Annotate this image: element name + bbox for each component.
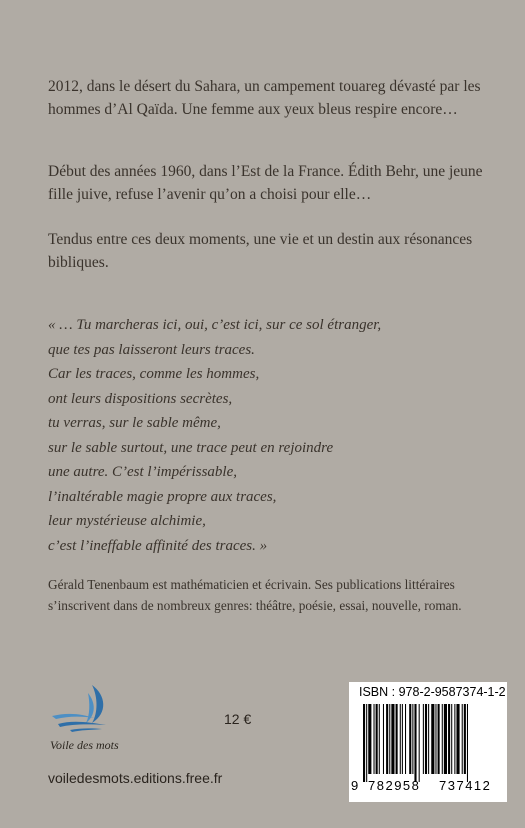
- publisher-website: voiledesmots.editions.free.fr: [48, 770, 223, 786]
- quote-line: ont leurs dispositions secrètes,: [48, 390, 233, 407]
- synopsis-paragraph-1: 2012, dans le désert du Sahara, un campement touareg dévasté par les hommes d’Al Qaïda. Une femme aux yeux bleus respire encore…: [48, 78, 481, 118]
- barcode-right-group: 737412: [439, 778, 492, 793]
- quote-line: c’est l’ineffable affinité des traces. »: [48, 537, 268, 554]
- quote-line: tu verras, sur le sable même,: [48, 415, 221, 431]
- quote-line: l’inaltérable magie propre aux traces,: [48, 488, 277, 505]
- excerpt-quote: [48, 313, 488, 558]
- quote-line: leur mystérieuse alchimie,: [48, 513, 206, 529]
- quote-line: une autre. C’est l’impérissable,: [48, 464, 238, 480]
- quote-line: Car les traces, comme les hommes,: [48, 366, 260, 382]
- price: 12 €: [224, 711, 252, 727]
- sail-logo-icon: [48, 683, 118, 733]
- author-bio: Gérald Tenenbaum est mathématicien et écrivain. Ses publications littéraires s’inscrivent dans de nombreux genres: théâtre, poésie, essai, nouvelle, roman.: [48, 577, 462, 613]
- quote-line: sur le sable surtout, une trace peut en rejoindre: [48, 439, 334, 456]
- barcode-bars: [353, 704, 503, 782]
- synopsis-paragraph-2: Début des années 1960, dans l’Est de la France. Édith Behr, une jeune fille juive, refuse l’avenir qu’on a choisi pour elle…: [48, 163, 483, 203]
- barcode-block: [349, 682, 507, 802]
- barcode-first-digit: 9: [351, 778, 359, 793]
- quote-line: « … Tu marcheras ici, oui, c’est ici, sur ce sol étranger,: [48, 317, 382, 333]
- synopsis-paragraph-3: Tendus entre ces deux moments, une vie et un destin aux résonances bibliques.: [48, 231, 473, 271]
- barcode-left-group: 782958: [368, 778, 421, 793]
- isbn-label: ISBN : 978-2-9587374-1-2: [359, 685, 506, 699]
- quote-line: que tes pas laisseront leurs traces.: [48, 341, 255, 358]
- publisher-name: Voile des mots: [50, 738, 119, 752]
